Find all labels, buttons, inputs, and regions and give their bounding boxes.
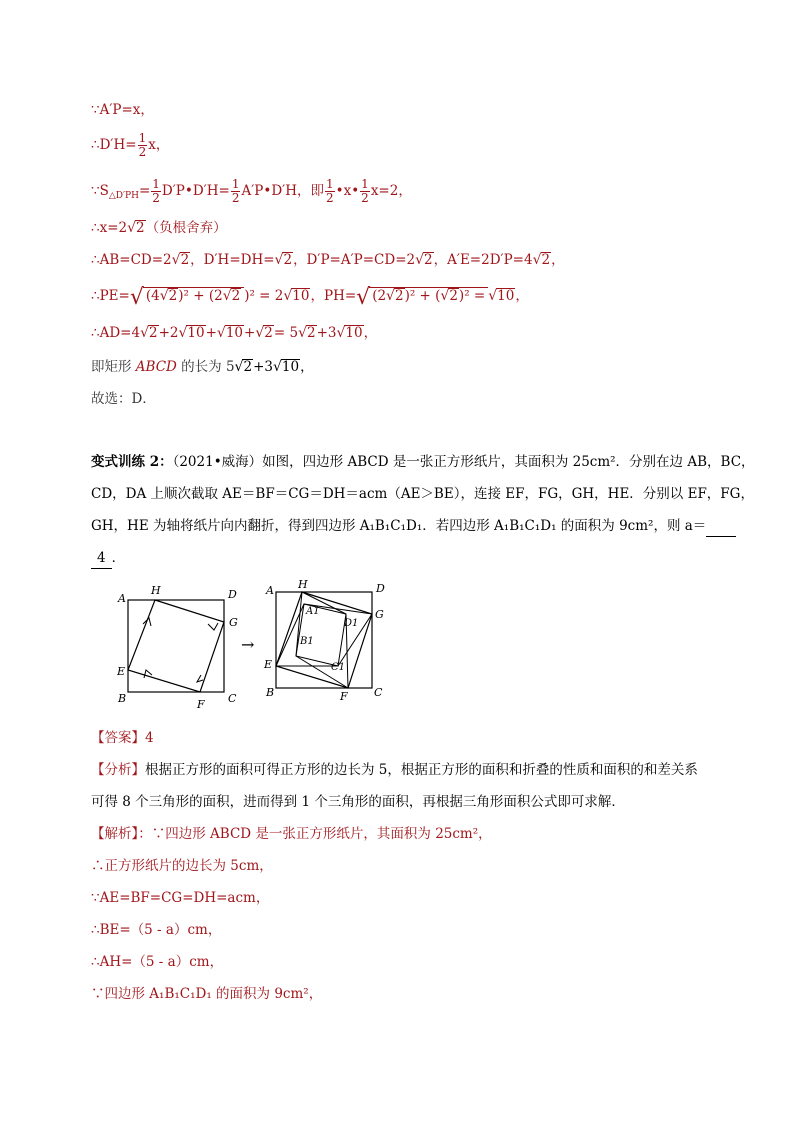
radicand: 2 [424, 252, 433, 268]
text-part: )² = [458, 288, 486, 304]
right-square-figure [263, 580, 385, 703]
analysis-label: 【分析】 [91, 762, 145, 778]
label-C: C [228, 692, 237, 705]
label-D: D [376, 582, 385, 595]
fold-arrow [197, 675, 203, 682]
radicand: 10 [292, 288, 310, 304]
radicand: 2 [180, 252, 190, 268]
fold-figure [0, 580, 794, 710]
solution-line-8: 即矩形 ABCD 的长为 5√2+3√10， [91, 359, 314, 375]
text-part: ， [551, 252, 565, 268]
label-B1: B1 [300, 636, 314, 647]
radicand: 2 [149, 325, 158, 341]
text-part: ，A′E=2D′P= [433, 252, 524, 268]
coefficient: 2 [163, 252, 172, 268]
text-part: ∴PE= [91, 288, 130, 304]
label-G: G [229, 616, 238, 629]
problem-line-2: CD，DA 上顺次截取 AE＝BF＝CG＝DH＝acm（AE＞BE），连接 EF，FG，GH，HE．分别以 EF，FG， [91, 486, 754, 502]
solution-line-2-prefix: ∴D′H= [91, 137, 137, 153]
fraction-half [325, 178, 335, 205]
problem-text: GH，HE 为轴将纸片向内翻折，得到四边形 A₁B₁C₁D₁．若四边形 A₁B₁C₁D₁ 的面积为 9cm²，则 a＝ [91, 518, 707, 534]
solution-line-9: 故选：D． [91, 391, 156, 407]
inner-quadrilateral [128, 600, 224, 692]
fraction-num: 1 [152, 177, 160, 191]
solution-label: 【解析】 [91, 826, 139, 842]
solution2-line-6: ∵四边形 A₁B₁C₁D₁ 的面积为 9cm²， [91, 986, 323, 1002]
text-part: +3 [253, 359, 273, 375]
text-part: ，D′H=DH= [190, 252, 275, 268]
fraction-half [360, 178, 370, 205]
solution2-line-2: ∴正方形纸片的边长为 5cm， [91, 858, 273, 874]
fraction-den: 2 [152, 191, 160, 205]
fraction-half [231, 178, 241, 205]
text-part: (2 [372, 288, 387, 304]
label-A: A [118, 592, 126, 605]
text-part: ， [363, 325, 378, 341]
radicand: 10 [345, 325, 363, 341]
label-H: H [151, 584, 161, 597]
label-A1: A1 [306, 606, 320, 617]
radicand: 2 [264, 325, 273, 341]
radicand: 2 [231, 288, 241, 304]
rect-name: ABCD [135, 359, 177, 375]
answer-label: 【答案】 [91, 730, 145, 746]
text-part: = 5 [273, 325, 299, 341]
square-outline [128, 600, 224, 692]
text-part: + [244, 325, 256, 341]
radicand: 2 [283, 252, 293, 268]
label-E: E [117, 665, 126, 678]
problem-line-3 [91, 516, 736, 537]
arrow-right-icon: → [241, 635, 255, 654]
coefficient: 2 [406, 252, 416, 268]
radicand: 2 [306, 325, 316, 341]
problem-line-1 [91, 452, 755, 472]
solution-line-3-mid4: •x• [335, 183, 360, 199]
folded-inner-square [296, 604, 346, 666]
fraction-num: 1 [361, 177, 369, 191]
solution2-line-1 [91, 824, 492, 844]
radicand: 10 [187, 325, 205, 341]
fraction-den: 2 [325, 191, 334, 205]
radicand: 2 [136, 220, 145, 236]
label-B: B [266, 686, 275, 699]
text-part: )² + (2 [178, 288, 223, 304]
solution-line-4: ∴x=2√2（负根舍弃） [91, 220, 227, 236]
problem-line-4 [91, 548, 125, 569]
solution-line-3-end: x=2， [370, 183, 412, 199]
radicand: 2 [394, 288, 404, 304]
text-part: )² + ( [404, 288, 441, 304]
label-A: A [266, 584, 274, 597]
fraction-half [151, 178, 161, 205]
text-part: 的长为 5 [176, 359, 235, 375]
analysis-line-1 [91, 760, 698, 780]
radicand: 2 [243, 359, 253, 375]
label-C1: C1 [331, 662, 346, 673]
left-square-figure [116, 584, 238, 710]
problem-label: 变式训练 2： [91, 454, 173, 470]
fraction-num: 1 [231, 177, 240, 191]
label-C: C [374, 686, 383, 699]
label-F: F [197, 698, 205, 710]
radicand: 10 [225, 325, 244, 341]
text-part: ，D′P=A′P=CD= [293, 252, 407, 268]
fraction-den: 2 [231, 191, 240, 205]
analysis-line-2: 可得 8 个三角形的面积，进而得到 1 个三角形的面积，再根据三角形面积公式即可求解． [91, 794, 625, 810]
analysis-text: 根据正方形的面积可得正方形的边长为 5，根据正方形的面积和折叠的性质和面积的和差关系 [145, 762, 698, 778]
text-part: + [205, 325, 217, 341]
answer-value: 4 [145, 730, 154, 746]
fraction-num: 1 [325, 177, 334, 191]
text-part: ∴AD= [91, 325, 132, 341]
answer-blank: 4 [91, 548, 112, 569]
label-E: E [264, 658, 273, 671]
radicand: 2 [449, 288, 458, 304]
text-part: +2 [158, 325, 179, 341]
solution2-line-4: ∴BE=（5 - a）cm， [91, 922, 222, 938]
text-part: )² = 2 [244, 288, 284, 304]
solution2-line-5: ∴AH=（5 - a）cm， [91, 954, 224, 970]
text-part: +3 [316, 325, 337, 341]
radicand: 10 [497, 288, 515, 304]
fraction-num: 1 [138, 131, 147, 145]
coefficient: 4 [524, 252, 533, 268]
label-D: D [228, 588, 237, 601]
text-part: (4 [145, 288, 160, 304]
solution-line-4-note: （负根舍弃） [145, 220, 227, 236]
radicand: 2 [541, 252, 551, 268]
label-B: B [118, 692, 127, 705]
fraction-den: 2 [138, 145, 147, 159]
solution-line-1: ∵A′P=x， [91, 102, 154, 118]
label-F: F [340, 690, 348, 703]
fraction-half [138, 132, 148, 159]
solution-line-2-suffix: x， [148, 137, 170, 153]
text-part: ，PH= [310, 288, 357, 304]
solution2-line-3: ∵AE=BF=CG=DH=acm， [91, 890, 270, 906]
solution-line-3 [91, 178, 412, 206]
radicand: 10 [281, 359, 300, 375]
text-part: ∴AB=CD= [91, 252, 164, 268]
area-symbol: ∵S [91, 183, 109, 199]
radicand: 2 [168, 288, 178, 304]
solution-line-5: ∴AB=CD=2√2，D′H=DH=√2，D′P=A′P=CD=2√2，A′E=2D′P=4√2， [91, 252, 565, 268]
solution-text: ：∵四边形 ABCD 是一张正方形纸片，其面积为 25cm²， [138, 826, 492, 842]
solution-line-6: ∴PE=√ (4√2)² + (2√2 )² = 2√10，PH=√ (2√2)² + (√2)² =√10， [91, 285, 529, 310]
equals: = [138, 183, 151, 199]
coefficient: 4 [131, 325, 141, 341]
label-D1: D1 [344, 618, 359, 629]
fold-arrow [208, 623, 218, 630]
solution-line-4-prefix: ∴x= [91, 220, 119, 236]
solution-line-7: ∴AD=4√2+2√10+√10+√2= 5√2+3√10， [91, 325, 378, 341]
area-subscript: △D′PH [108, 191, 139, 201]
text-part: 即矩形 [91, 359, 136, 375]
fraction-den: 2 [361, 191, 369, 205]
solution-line-3-mid2: D′P•D′H= [161, 183, 230, 199]
problem-text: ． [111, 550, 126, 566]
answer-line [91, 728, 154, 748]
solution-line-3-mid3: A′P•D′H，即 [241, 183, 324, 199]
problem-text: （2021•威海）如图，四边形 ABCD 是一张正方形纸片，其面积为 25cm²．分别在边 AB，BC， [172, 454, 755, 470]
coefficient: 2 [118, 220, 128, 236]
solution-line-2 [91, 132, 169, 159]
text-part: ， [300, 359, 314, 375]
text-part: ， [515, 288, 529, 304]
label-H: H [298, 580, 308, 591]
label-G: G [375, 608, 384, 621]
